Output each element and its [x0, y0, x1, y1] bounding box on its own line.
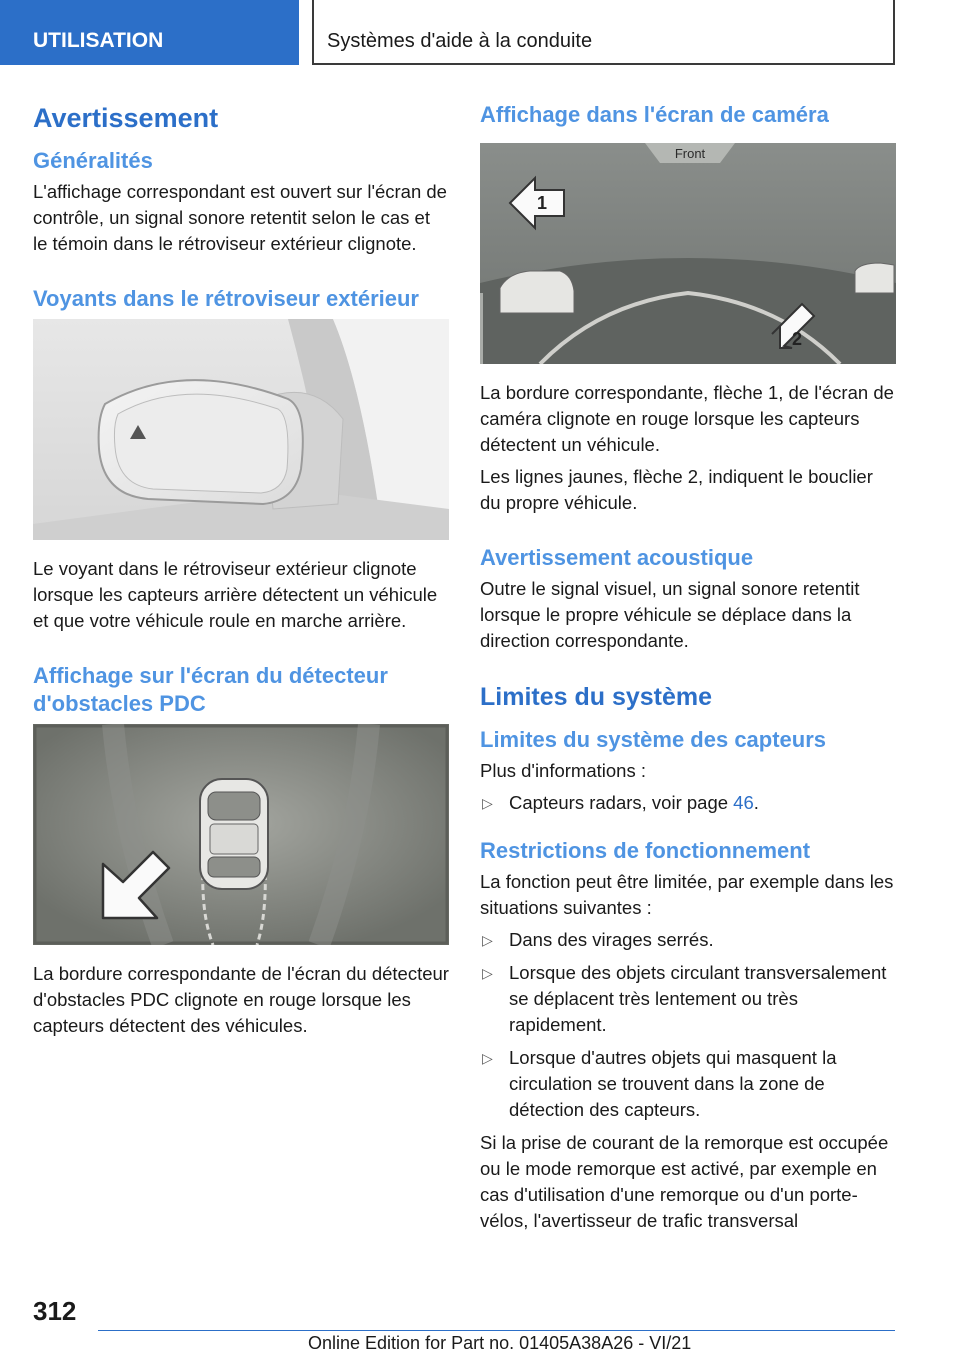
paragraph-camera-1: La bordure correspondante, flèche 1, de l'écran de caméra clignote en rouge lorsque les capteurs détectent un véhicule.	[480, 382, 894, 455]
paragraph-remorque: Si la prise de courant de la remorque est occupée ou le mode remorque est activé, par exemple en cas d'utilisation d'une remorque ou d'un porte-vélos, l'avertisseur de trafic transversal	[480, 1132, 889, 1231]
list-capteurs	[480, 790, 896, 816]
pdc-display-illustration	[33, 724, 449, 945]
header-section-tab	[0, 0, 299, 65]
heading-limites-capteurs: Limites du système des capteurs	[480, 727, 827, 752]
heading-camera: Affichage dans l'écran de caméra	[480, 102, 829, 127]
paragraph-pdc: La bordure correspondante de l'écran du détecteur d'obstacles PDC clignote en rouge lorsque les capteurs détectent des véhicules.	[33, 963, 449, 1036]
list-item	[480, 790, 896, 816]
header-chapter-tab	[312, 0, 895, 65]
list-restrictions	[480, 927, 896, 1123]
heading-restrictions: Restrictions de fonctionnement	[480, 838, 811, 863]
heading-avertissement: Avertissement	[33, 103, 219, 133]
header-section-label: UTILISATION	[33, 29, 164, 52]
list-item	[480, 960, 896, 1038]
list-item	[480, 927, 896, 953]
left-column	[33, 95, 449, 1045]
mirror-illustration	[33, 319, 449, 540]
paragraph-voyants: Le voyant dans le rétroviseur extérieur clignote lorsque les capteurs arrière détectent un véhicule et que votre véhicule roule en marche arrière.	[33, 558, 438, 631]
bullet-capteurs-end: .	[753, 792, 759, 813]
triangle-bullet-icon: ▷	[482, 1050, 493, 1066]
list-item-text: Lorsque d'autres objets qui masquent la circulation se trouvent dans la zone de détection des capteurs.	[509, 1047, 837, 1120]
camera-marker-2: 2	[792, 329, 803, 349]
paragraph-camera-2: Les lignes jaunes, flèche 2, indiquent le bouclier du propre véhicule.	[480, 466, 873, 513]
right-column	[480, 95, 896, 1240]
heading-acoustique: Avertissement acoustique	[480, 545, 754, 570]
footer-edition: Online Edition for Part no. 01405A38A26 - VI/21	[308, 1333, 692, 1353]
list-item-text: Dans des virages serrés.	[509, 929, 714, 950]
paragraph-restrictions: La fonction peut être limitée, par exemple dans les situations suivantes :	[480, 871, 894, 918]
heading-voyants: Voyants dans le rétroviseur extérieur	[33, 286, 419, 311]
heading-generalites: Généralités	[33, 148, 153, 173]
camera-display-illustration	[480, 143, 896, 364]
list-item-text: Lorsque des objets circulant transversalement se déplacent très lentement ou très rapidement.	[509, 962, 887, 1035]
bullet-capteurs-text: Capteurs radars, voir page	[509, 792, 734, 813]
header-chapter-label: Systèmes d'aide à la conduite	[327, 30, 593, 52]
list-item	[480, 1045, 896, 1123]
page-link-46[interactable]: 46	[733, 792, 754, 813]
footer-divider	[98, 1330, 895, 1331]
heading-limites: Limites du système	[480, 683, 713, 711]
paragraph-generalites: L'affichage correspondant est ouvert sur l'écran de contrôle, un signal sonore retentit selon le cas et le témoin dans le rétroviseur extérieur clignote.	[33, 181, 447, 254]
paragraph-plus-info: Plus d'informations :	[480, 760, 646, 781]
triangle-bullet-icon: ▷	[482, 795, 493, 811]
paragraph-acoustique: Outre le signal visuel, un signal sonore retentit lorsque le propre véhicule se déplace dans la direction correspondante.	[480, 578, 860, 651]
camera-marker-1: 1	[537, 193, 548, 213]
heading-pdc: Affichage sur l'écran du détecteur d'obstacles PDC	[33, 663, 388, 716]
triangle-bullet-icon: ▷	[482, 965, 493, 981]
camera-front-label: Front	[674, 146, 706, 161]
page-number: 312	[33, 1296, 77, 1326]
triangle-bullet-icon: ▷	[482, 932, 493, 948]
